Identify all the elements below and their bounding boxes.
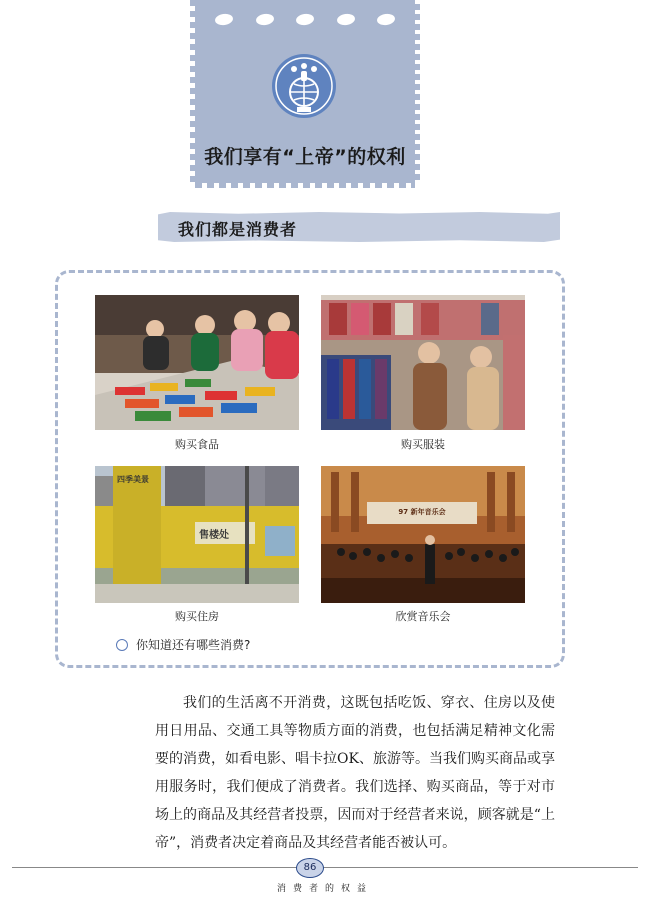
chapter-banner xyxy=(195,0,415,183)
chapter-title: 我们享有“上帝”的权利 xyxy=(204,146,406,168)
photo-caption: 购买食品 xyxy=(175,438,219,451)
discussion-question xyxy=(116,636,250,653)
banner-decoration xyxy=(215,14,395,34)
diamond-icon xyxy=(295,13,314,26)
body-paragraph: 我们的生活离不开消费，这既包括吃饭、穿衣、住房以及使用日用品、交通工具等物质方面的消费，也包括满足精神文化需要的消费，如看电影、唱卡拉OK、旅游等。当我们购买商品或享用服务时，我们便成了消费者。我们选择、购买商品，等于对市场上的商品及其经营者投票，因而对于经营者来说，顾客就是“上帝”，消费者决定着商品及其经营者能否被认可。 xyxy=(155,695,555,851)
concert-photo xyxy=(321,466,525,603)
question-text: 你知道还有哪些消费? xyxy=(136,638,251,652)
housing-sales-photo xyxy=(95,466,299,603)
diamond-icon xyxy=(336,13,355,26)
page-number: 86 xyxy=(296,858,324,878)
diamond-icon xyxy=(214,13,233,26)
photo-caption: 购买住房 xyxy=(175,610,219,623)
footer-divider xyxy=(12,867,638,868)
housing-sales-sign: 售楼处 xyxy=(199,530,229,541)
diamond-icon xyxy=(255,13,274,26)
bullet-circle-icon xyxy=(116,639,128,651)
photo-caption: 欣赏音乐会 xyxy=(395,610,451,623)
running-title: 消费者的权益 xyxy=(276,884,373,894)
clothing-store-photo xyxy=(321,295,525,430)
section-title: 我们都是消费者 xyxy=(178,220,298,239)
photo-caption: 购买服装 xyxy=(401,438,445,451)
concert-banner-text: 97 新年音乐会 xyxy=(398,508,446,516)
chapter-emblem-icon xyxy=(270,52,338,120)
food-market-photo xyxy=(95,295,299,430)
diamond-icon xyxy=(376,13,395,26)
banner-torn-edge-bottom xyxy=(195,182,415,188)
housing-brand-sign: 四季美景 xyxy=(117,475,149,484)
